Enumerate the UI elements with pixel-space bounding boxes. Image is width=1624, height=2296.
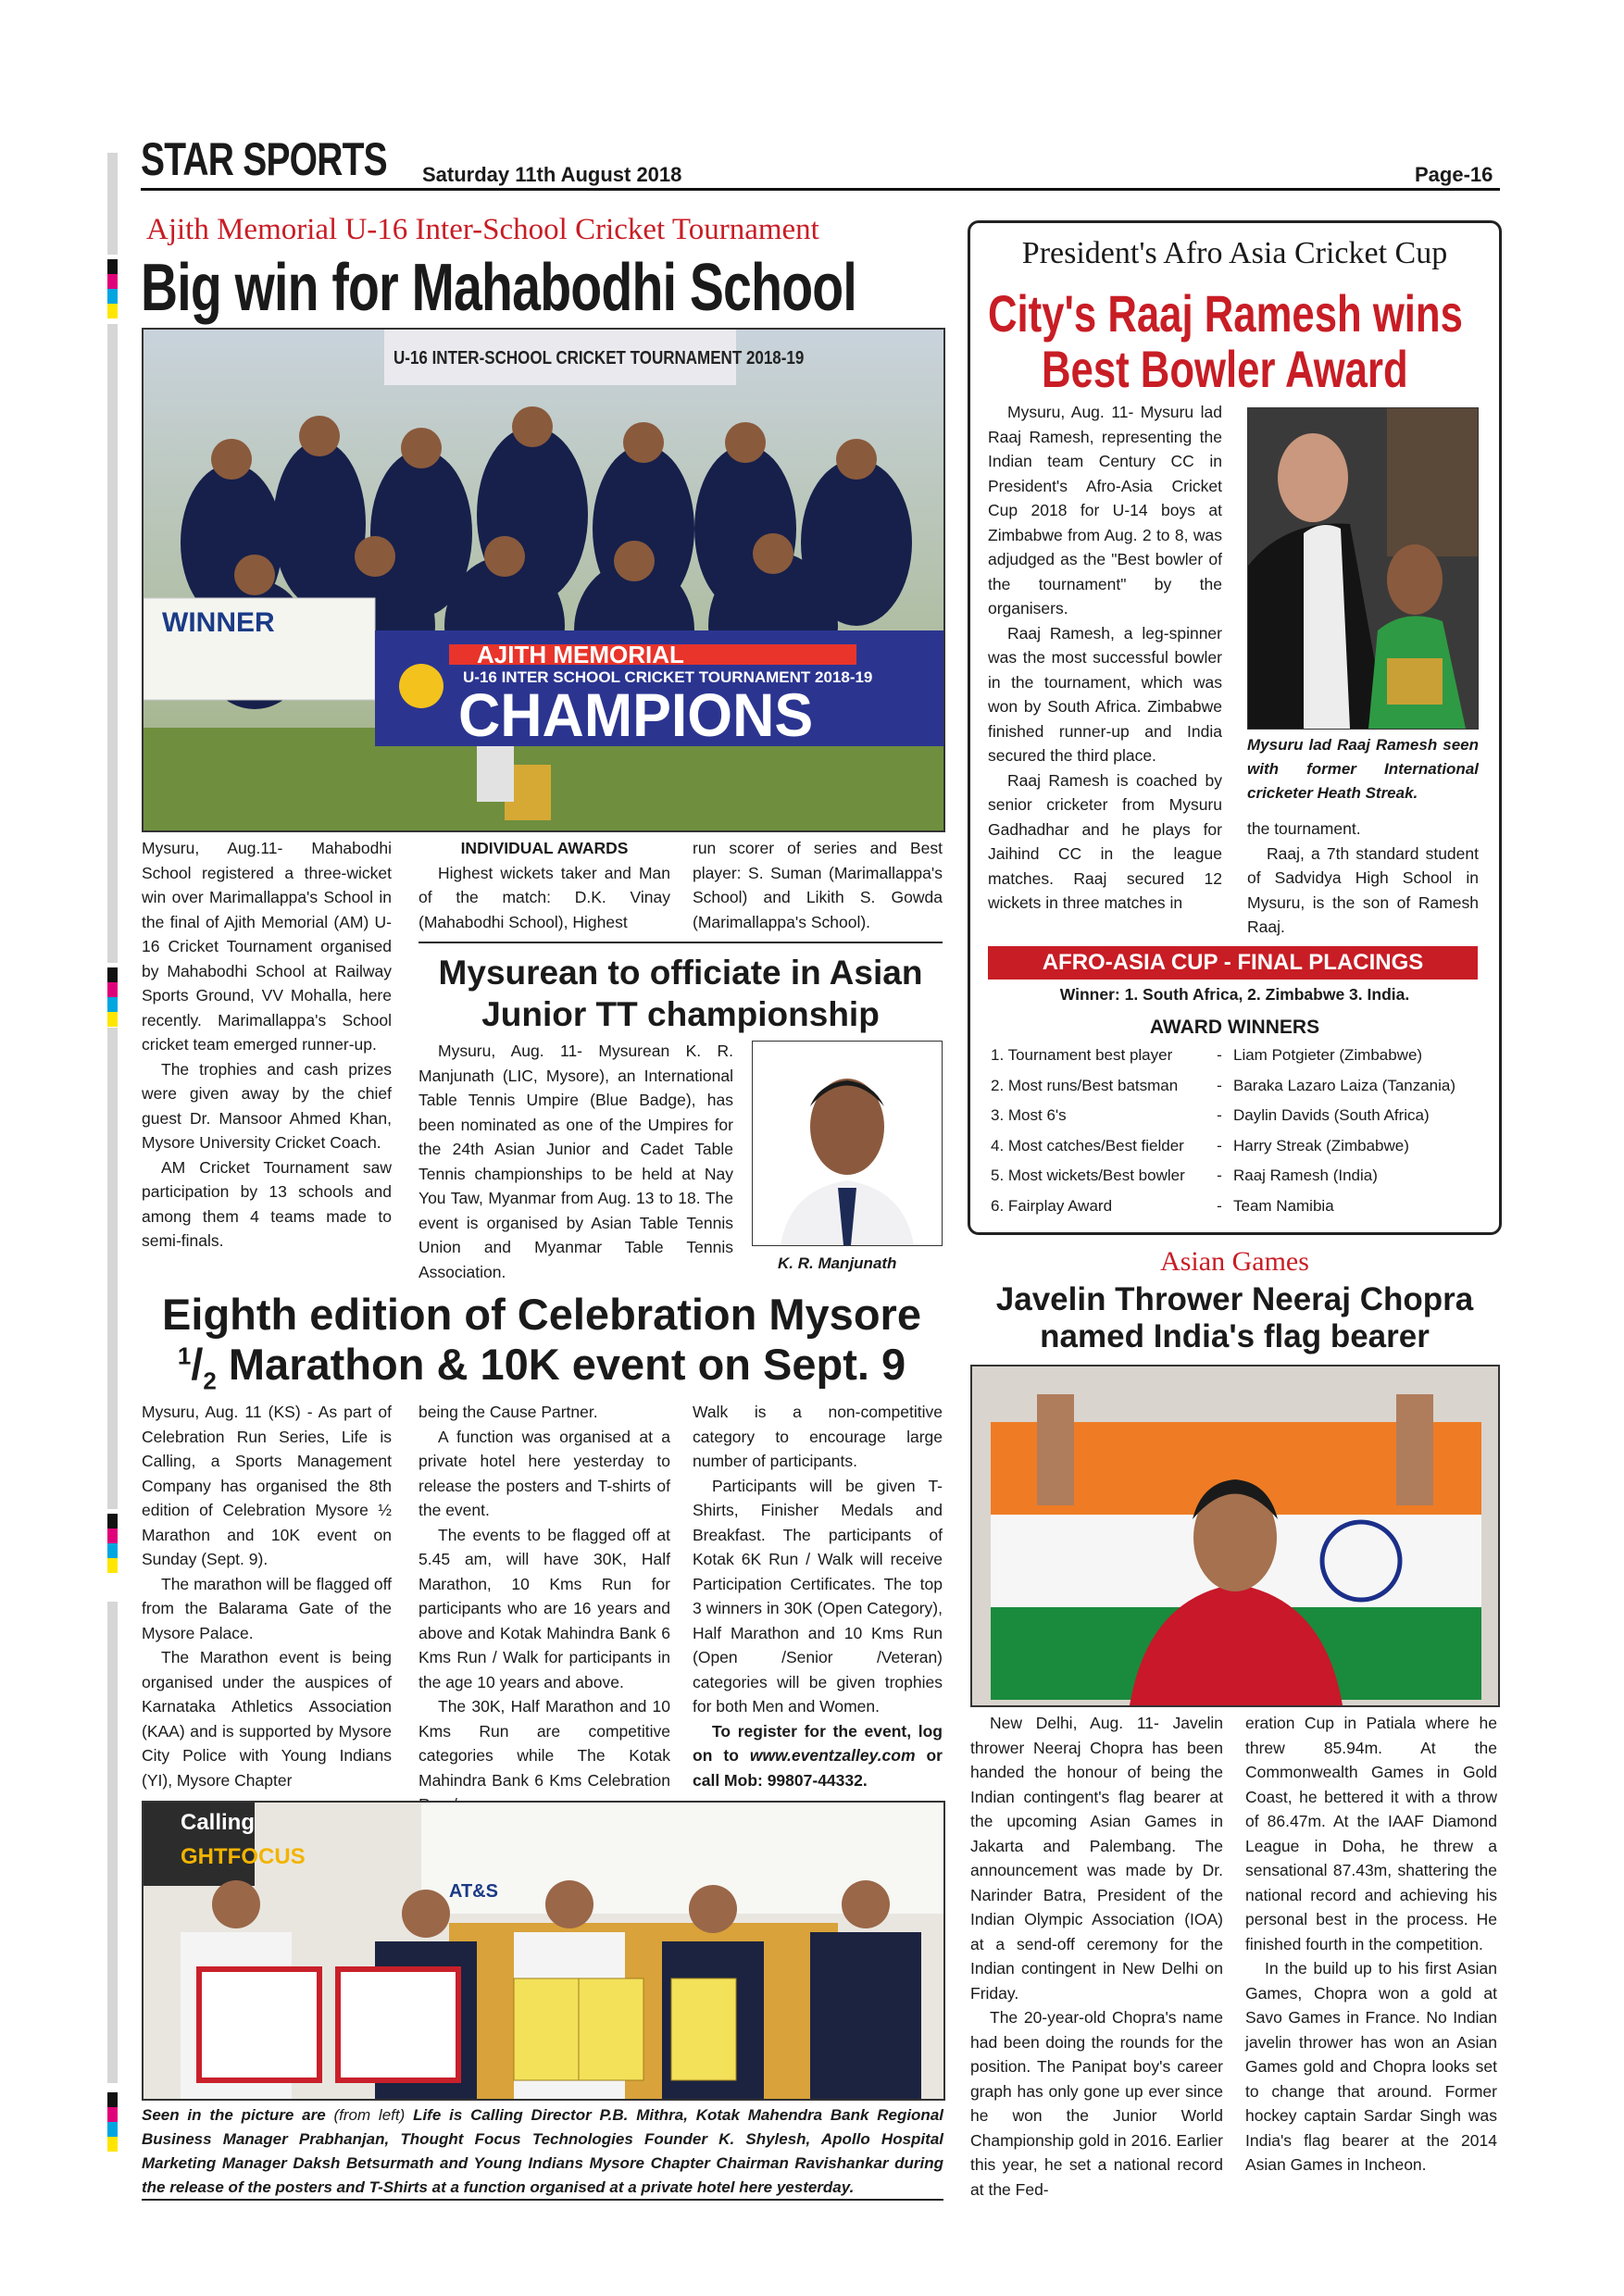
box-headline-wrap bbox=[968, 283, 1502, 398]
story3-register bbox=[693, 1719, 943, 1793]
photo-banner-text: AJITH MEMORIAL bbox=[477, 641, 684, 668]
margin-gray-bar-4 bbox=[107, 1602, 118, 2083]
event-photo-backdrop-1: Calling bbox=[181, 1810, 256, 1835]
story3-headline-line2-wrap bbox=[141, 1339, 943, 1395]
story4-col1-p2: The 20-year-old Chopra's name had been doing the rounds for the position. The Panipat boy's career graph has only gone up ever since he won the Junior World Championship gold in 2016. Earlier this year, he set a national record at the Fed- bbox=[970, 2008, 1223, 2199]
story1-col2-p1: Highest wickets taker and Man of the match: D.K. Vinay (Mahabodhi School), Highest bbox=[418, 863, 670, 931]
story3-col2-p3: The events to be flagged off at 5.45 am, will have 30K, Half Marathon, 10 Kms Run for participants who are 16 years and above and Kotak Mahindra Bank 6 Kms Run / Walk for participants in the age 10 years and above. bbox=[418, 1525, 670, 1691]
flag-photo-illustration bbox=[972, 1366, 1498, 1705]
award-dash: - bbox=[1217, 1196, 1222, 1215]
story1-col1-p3: AM Cricket Tournament saw participation by 13 schools and among them 4 teams made to semi-finals. bbox=[142, 1157, 392, 1250]
award-category: 4. Most catches/Best fielder bbox=[991, 1136, 1184, 1154]
story3-frac-den: 2 bbox=[203, 1366, 217, 1395]
placings-bar: AFRO-ASIA CUP - FINAL PLACINGS bbox=[988, 946, 1478, 980]
caption-lead: Seen in the picture are bbox=[142, 2106, 334, 2124]
box-left-p1: Mysuru, Aug. 11- Mysuru lad Raaj Ramesh, representing the Indian team Century CC in President's Afro-Asia Cricket Cup 2018 for U-14 boys at Zimbabwe from Aug. 2 to 8, was adjudged as the "Best bowler of the tournament" by the organisers. bbox=[988, 403, 1222, 618]
story2-portrait bbox=[752, 1041, 943, 1246]
register-tail: or call Mob: 99807-44332. bbox=[693, 1746, 943, 1790]
story3-col3 bbox=[693, 1400, 943, 1792]
registration-marks-1 bbox=[107, 259, 118, 318]
award-category: 3. Most 6's bbox=[991, 1106, 1067, 1125]
box-col-left bbox=[988, 400, 1222, 916]
register-text: To register for the event, log on to bbox=[693, 1721, 943, 1765]
box-kicker: President's Afro Asia Cricket Cup bbox=[1021, 236, 1448, 270]
team-photo-illustration bbox=[144, 330, 943, 830]
story4-kicker: Asian Games bbox=[1160, 1246, 1309, 1277]
register-url[interactable]: www.eventzalley.com bbox=[749, 1746, 916, 1765]
masthead-title: STAR SPORTS bbox=[141, 133, 387, 185]
award-row bbox=[991, 1161, 1455, 1192]
story3-col1-p3: The Marathon event is being organised under the auspices of Karnataka Athletics Association (KAA) and is supported by Mysore City Police with Young Indians (YI), Mysore Chapter bbox=[142, 1648, 392, 1790]
story3-col1-p1: Mysuru, Aug. 11 (KS) - As part of Celebration Run Series, Life is Calling, a Sports Management Company has organised the 8th edition of Celebration Mysore ½ Marathon and 10K event on Sunday (Sept. 9). bbox=[142, 1403, 392, 1568]
story1-col3-p1: run scorer of series and Best player: S. Suman (Marimallappa's School) and Likith S. Gowda (Marimallappa's School). bbox=[693, 839, 943, 931]
award-winners-heading: AWARD WINNERS bbox=[1149, 1017, 1320, 1038]
masthead-page: Page-16 bbox=[1415, 163, 1493, 186]
box-headline-line1: City's Raaj Ramesh wins bbox=[988, 284, 1463, 343]
box-photo bbox=[1247, 407, 1479, 730]
event-photo-backdrop-2: GHTFOCUS bbox=[181, 1844, 306, 1869]
story3-col2-p1: being the Cause Partner. bbox=[418, 1403, 598, 1421]
box-col-right bbox=[1247, 817, 1479, 940]
story3-col2 bbox=[418, 1400, 670, 1817]
story1-rule bbox=[418, 942, 943, 943]
award-dash: - bbox=[1217, 1106, 1222, 1125]
box-left-p2: Raaj Ramesh, a leg-spinner was the most successful bowler in the tournament, which was won by South Africa. Zimbabwe finished runner-up and India secured the third place. bbox=[988, 623, 1222, 765]
story3-photo-caption bbox=[142, 2103, 943, 2200]
story4-headline-line2: named India's flag bearer bbox=[1040, 1318, 1430, 1354]
story3-frac-num: 1 bbox=[177, 1341, 192, 1370]
story2-headline-line2: Junior TT championship bbox=[481, 995, 880, 1033]
event-photo-backdrop-3: AT&S bbox=[449, 1881, 498, 1902]
award-row bbox=[991, 1071, 1455, 1102]
photo-winner-text: WINNER bbox=[162, 607, 275, 638]
award-dash: - bbox=[1217, 1076, 1222, 1094]
story1-col1-p2: The trophies and cash prizes were given away by the chief guest Dr. Mansoor Ahmed Khan, Mysore University Cricket Coach. bbox=[142, 1059, 392, 1152]
story2-body-p1: Mysuru, Aug. 11- Mysurean K. R. Manjunath (LIC, Mysore), an International Table Tennis Umpire (Blue Badge), has been nominated as one of the Umpires for the 24th Asian Junior and Cadet Table Tennis championships to be held at Nay You Taw, Myanmar from Aug. 13 to 18. The event is organised by Asian Table Tennis Union and Myanmar Table Tennis Association. bbox=[418, 1042, 733, 1281]
story3-col1 bbox=[142, 1400, 392, 1792]
story3-col3-p1: Walk is a non-competitive category to encourage large number of participants. bbox=[693, 1403, 943, 1470]
margin-gray-bar-2 bbox=[107, 324, 118, 963]
award-winner: Daylin Davids (South Africa) bbox=[1233, 1106, 1430, 1125]
registration-marks-4 bbox=[107, 2092, 118, 2152]
award-winner: Raaj Ramesh (India) bbox=[1233, 1167, 1378, 1185]
award-dash: - bbox=[1217, 1136, 1222, 1154]
box-photo-illustration bbox=[1248, 408, 1478, 729]
masthead-rule bbox=[141, 188, 1500, 191]
story3-event-photo bbox=[142, 1801, 945, 2101]
story4-col2-p1: eration Cup in Patiala where he threw 85.94m. At the Commonwealth Games in Gold Coast, he bettered it with a throw of 86.47m. At the IAAF Diamond League in Doha, he threw a sensational 87.43m, shattering the national record and achieving his personal best in the process. He finished fourth in the competition. bbox=[1245, 1714, 1497, 1953]
award-dash: - bbox=[1217, 1046, 1222, 1065]
photo-champions-text: CHAMPIONS bbox=[458, 680, 814, 749]
margin-gray-bar-3 bbox=[107, 1028, 118, 1509]
award-category: 6. Fairplay Award bbox=[991, 1196, 1113, 1215]
box-headline-line2: Best Bowler Award bbox=[1042, 340, 1408, 398]
story1-team-photo bbox=[142, 328, 945, 832]
caption-from: (from left) bbox=[333, 2106, 406, 2124]
award-row bbox=[991, 1131, 1455, 1162]
story1-col2 bbox=[418, 836, 670, 934]
story3-col2-p4: The 30K, Half Marathon and 10 Kms Run are competitive categories while The Kotak Mahindra Bank 6 Kms Celebration bbox=[418, 1697, 670, 1790]
story2-headline-line1: Mysurean to officiate in Asian bbox=[438, 954, 923, 992]
award-winner: Liam Potgieter (Zimbabwe) bbox=[1233, 1046, 1423, 1065]
award-dash: - bbox=[1217, 1167, 1222, 1185]
awards-table-grid bbox=[991, 1041, 1455, 1221]
story3-col3-p2: Participants will be given T-Shirts, Finisher Medals and Breakfast. The participants of Kotak 6K Run / Walk will receive Participation Certificates. The top 3 winners in 30K (Open Category), Half Marathon and 10 Kms Run (Open /Senior /Veteran) categories will be given trophies for both Men and Women. bbox=[693, 1476, 943, 1716]
award-winner: Harry Streak (Zimbabwe) bbox=[1233, 1136, 1409, 1154]
award-row bbox=[991, 1101, 1455, 1131]
frac-slash: / bbox=[191, 1340, 204, 1389]
story4-col2 bbox=[1245, 1711, 1497, 2177]
placings-line: Winner: 1. South Africa, 2. Zimbabwe 3. India. bbox=[1059, 985, 1410, 1004]
award-category: 1. Tournament best player bbox=[991, 1046, 1173, 1065]
box-photo-caption: Mysuru lad Raaj Ramesh seen with former International cricketer Heath Streak. bbox=[1247, 736, 1479, 802]
story3-col1-p2: The marathon will be flagged off from the Balarama Gate of the Mysore Palace. bbox=[142, 1574, 392, 1642]
story1-headline: Big win for Mahabodhi School bbox=[141, 251, 857, 325]
award-winner: Team Namibia bbox=[1233, 1196, 1334, 1215]
story3-headline-line1: Eighth edition of Celebration Mysore bbox=[162, 1290, 921, 1339]
box-right-p2: Raaj, a 7th standard student of Sadvidya High School in Mysuru, is the son of Ramesh Raaj. bbox=[1247, 843, 1479, 936]
awards-table bbox=[991, 1041, 1481, 1221]
story4-col1 bbox=[970, 1711, 1223, 2202]
story2-photo-caption: K. R. Manjunath bbox=[778, 1254, 897, 1272]
portrait-illustration bbox=[753, 1042, 942, 1245]
award-row bbox=[991, 1041, 1455, 1071]
story1-awards-heading: INDIVIDUAL AWARDS bbox=[460, 839, 629, 857]
story1-col1 bbox=[142, 836, 392, 1254]
award-row bbox=[991, 1192, 1455, 1222]
story2-body bbox=[418, 1039, 733, 1284]
photo-top-banner-text: U-16 INTER-SCHOOL CRICKET TOURNAMENT 2018-19 bbox=[394, 348, 805, 368]
story1-kicker: Ajith Memorial U-16 Inter-School Cricket Tournament bbox=[146, 213, 819, 246]
story1-col1-p1: Mysuru, Aug.11- Mahabodhi School registered a three-wicket win over Marimallappa's School in the final of Ajith Memorial (AM) U-16 Cricket Tournament organised by Mahabodhi School at Railway Sports Ground, VV Mohalla, here recently. Marimallappa's School cricket team emerged runner-up. bbox=[142, 839, 392, 1054]
registration-marks-3 bbox=[107, 1514, 118, 1573]
story4-headline-line1: Javelin Thrower Neeraj Chopra bbox=[995, 1281, 1474, 1317]
caption-rest: Life is Calling Director P.B. Mithra, Kotak Mahendra Bank Regional Business Manager Prabhanjan, Thought Focus Technologies Founder K. Shylesh, Apollo Hospital Marketing Manager Daksh Betsurmath and Young Indians Mysore Chapter Chairman Ravishankar during the release of the posters and T-Shirts at a function organised at a private hotel here yesterday. bbox=[142, 2106, 943, 2196]
margin-gray-bar-1 bbox=[107, 153, 118, 255]
box-left-p3: Raaj Ramesh is coached by senior cricketer from Mysuru Gadhadhar and he plays for Jaihind CC in the league matches. Raaj secured 12 wickets in three matches in bbox=[988, 770, 1222, 912]
masthead-date: Saturday 11th August 2018 bbox=[422, 163, 682, 186]
story3-caption-rule bbox=[142, 2199, 943, 2201]
story4-col1-p1: New Delhi, Aug. 11- Javelin thrower Neeraj Chopra has been handed the honour of being the Indian contingent's flag bearer at the upcoming Asian Games in Jakarta and Palembang. The announcement was made by Dr. Narinder Batra, President of the Indian Olympic Association (IOA) at a send-off ceremony for the Indian contingent in New Delhi on Friday. bbox=[970, 1714, 1223, 2003]
story4-col2-p2: In the build up to his first Asian Games, Chopra won a gold at Savo Games in France. No Indian javelin thrower has won an Asian Games gold and Chopra looks set to change that around. Former hockey captain Sardar Singh was India's flag bearer at the 2014 Asian Games in Incheon. bbox=[1245, 1959, 1497, 2174]
story3-headline-line2: Marathon & 10K event on Sept. 9 bbox=[216, 1340, 906, 1389]
award-winner: Baraka Lazaro Laiza (Tanzania) bbox=[1233, 1076, 1456, 1094]
story4-photo bbox=[970, 1365, 1500, 1707]
box-right-p1: the tournament. bbox=[1247, 819, 1361, 838]
award-category: 2. Most runs/Best batsman bbox=[991, 1076, 1179, 1094]
award-category: 5. Most wickets/Best bowler bbox=[991, 1167, 1185, 1185]
registration-marks-2 bbox=[107, 967, 118, 1027]
photo-banner-sub: U-16 INTER SCHOOL CRICKET TOURNAMENT 2018-19 bbox=[463, 668, 873, 686]
story3-col2-p2: A function was organised at a private hotel here yesterday to release the posters and T-shirts of the event. bbox=[418, 1427, 670, 1519]
story1-col3 bbox=[693, 836, 943, 934]
